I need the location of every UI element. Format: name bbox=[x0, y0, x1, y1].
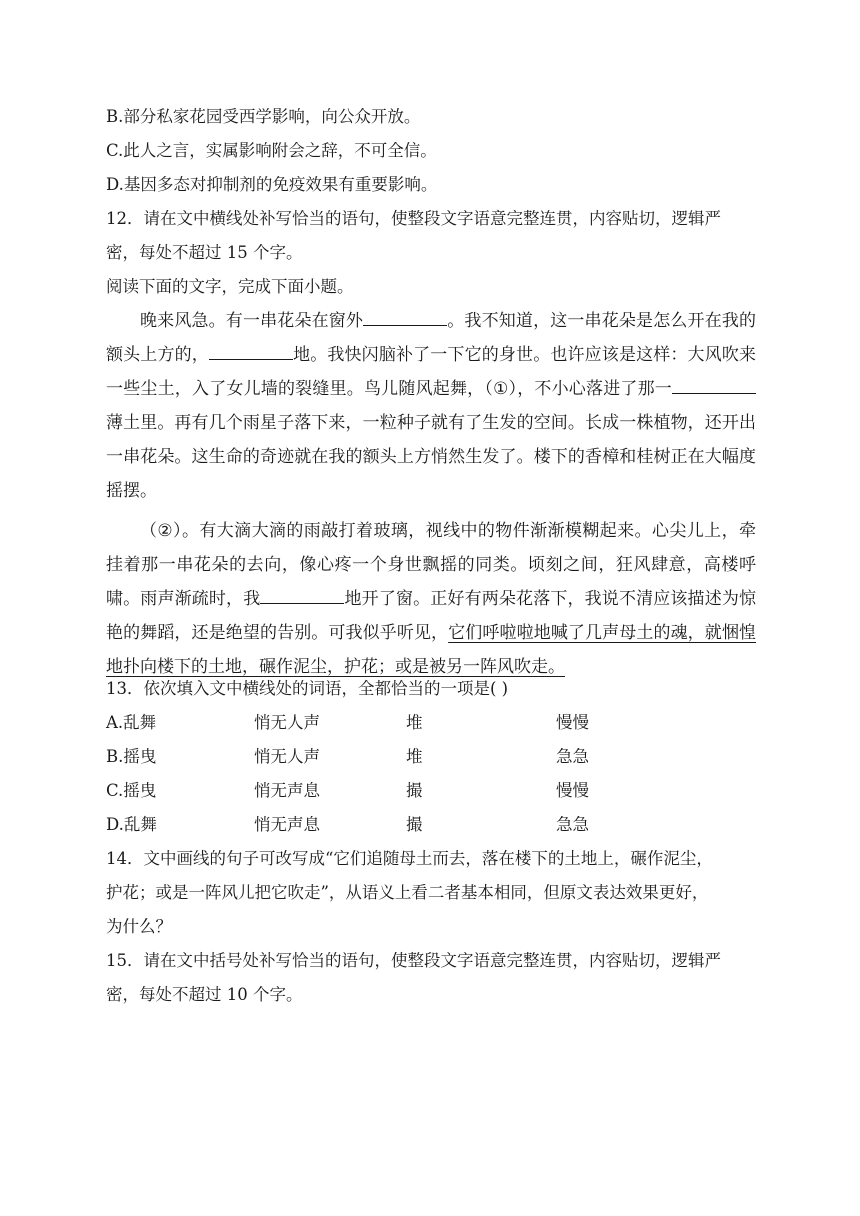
underlined-sentence: 它们呼啦啦地喊了几声母土的魂，就悃惶地扑向楼下的土地，碾作泥尘，护花；或是被另一阵风吹走。 bbox=[106, 623, 757, 677]
q11-option-b: B.部分私家花园受西学影响，向公众开放。 bbox=[106, 107, 421, 126]
passage-text: 地。我快闪脑补了一下它的身世。也许应该是这样：大风吹来一些尘土，入了女儿墙的裂缝里。鸟儿随风起舞，（①），不小心落进了那一 bbox=[106, 345, 757, 399]
blank-2 bbox=[209, 341, 293, 360]
option-word: 急急 bbox=[556, 815, 589, 834]
q12-line-1: 12．请在文中横线处补写恰当的语句，使整段文字语意完整连贯，内容贴切，逻辑严 bbox=[106, 209, 721, 228]
q15-line-1: 15．请在文中括号处补写恰当的语句，使整段文字语意完整连贯，内容贴切，逻辑严 bbox=[106, 951, 721, 970]
option-word: 悄无人声 bbox=[254, 713, 320, 732]
q14-line-2: 护花；或是一阵风儿把它吹走”，从语义上看二者基本相同，但原文表达效果更好， bbox=[106, 883, 709, 902]
q14-line-1: 14．文中画线的句子可改写成“它们追随母土而去，落在楼下的土地上，碾作泥尘， bbox=[106, 849, 713, 868]
reading-instruction: 阅读下面的文字，完成下面小题。 bbox=[106, 277, 354, 296]
option-word: 悄无声息 bbox=[254, 781, 320, 800]
q11-option-d: D.基因多态对抑制剂的免疫效果有重要影响。 bbox=[106, 175, 438, 194]
option-word: 堆 bbox=[406, 747, 423, 766]
q13-option-a bbox=[106, 712, 746, 734]
passage-text: 晚来风急。有一串花朵在窗外 bbox=[140, 311, 364, 331]
option-word: 急急 bbox=[556, 747, 589, 766]
blank-3 bbox=[672, 375, 756, 394]
option-word: 慢慢 bbox=[556, 713, 589, 732]
q11-option-c: C.此人之言，实属影响附会之辞，不可全信。 bbox=[106, 141, 437, 160]
q13-option-d bbox=[106, 814, 746, 836]
q12-line-2: 密，每处不超过 15 个字。 bbox=[106, 243, 303, 262]
passage-text: （②）。有大滴大滴的雨敲打着玻璃，视线中的物件渐渐模糊起来。心尖儿上，牵挂着那一串花朵的去向，像心疼一个身世飘摇的同类。顷刻之间，狂风肆意，高楼呼啸。雨声渐疏时，我 bbox=[106, 521, 756, 609]
passage-paragraph-1 bbox=[106, 304, 756, 508]
passage-text: 。我不知道，这一串花朵是怎么开在我的额头上方的， bbox=[106, 311, 757, 365]
option-label: C.摇曳 bbox=[106, 781, 157, 800]
q15-line-2: 密，每处不超过 10 个字。 bbox=[106, 985, 303, 1004]
passage-text: 薄土里。再有几个雨星子落下来，一粒种子就有了生发的空间。长成一株植物，还开出一串花朵。这生命的奇迹就在我的额头上方悄然生发了。楼下的香樟和桂树正在大幅度摇摆。 bbox=[106, 413, 756, 501]
blank-1 bbox=[363, 307, 447, 326]
passage-paragraph-2 bbox=[106, 514, 756, 684]
q13-stem: 13．依次填入文中横线处的词语，全都恰当的一项是( ) bbox=[106, 679, 509, 698]
reading-passage bbox=[106, 304, 756, 684]
option-label: D.乱舞 bbox=[106, 815, 157, 834]
option-label: A.乱舞 bbox=[106, 713, 157, 732]
option-word: 慢慢 bbox=[556, 781, 589, 800]
option-word: 堆 bbox=[406, 713, 423, 732]
option-word: 悄无人声 bbox=[254, 747, 320, 766]
q13-option-c bbox=[106, 780, 746, 802]
option-word: 悄无声息 bbox=[254, 815, 320, 834]
option-word: 撮 bbox=[406, 815, 423, 834]
option-word: 撮 bbox=[406, 781, 423, 800]
option-label: B.摇曳 bbox=[106, 747, 157, 766]
blank-4 bbox=[260, 585, 344, 604]
q13-option-b bbox=[106, 746, 746, 768]
q14-line-3: 为什么？ bbox=[106, 917, 172, 936]
passage-text: 地开了窗。正好有两朵花落下，我说不清应该描述为惊艳的舞蹈，还是绝望的告别。可我似乎听见， bbox=[106, 589, 757, 643]
